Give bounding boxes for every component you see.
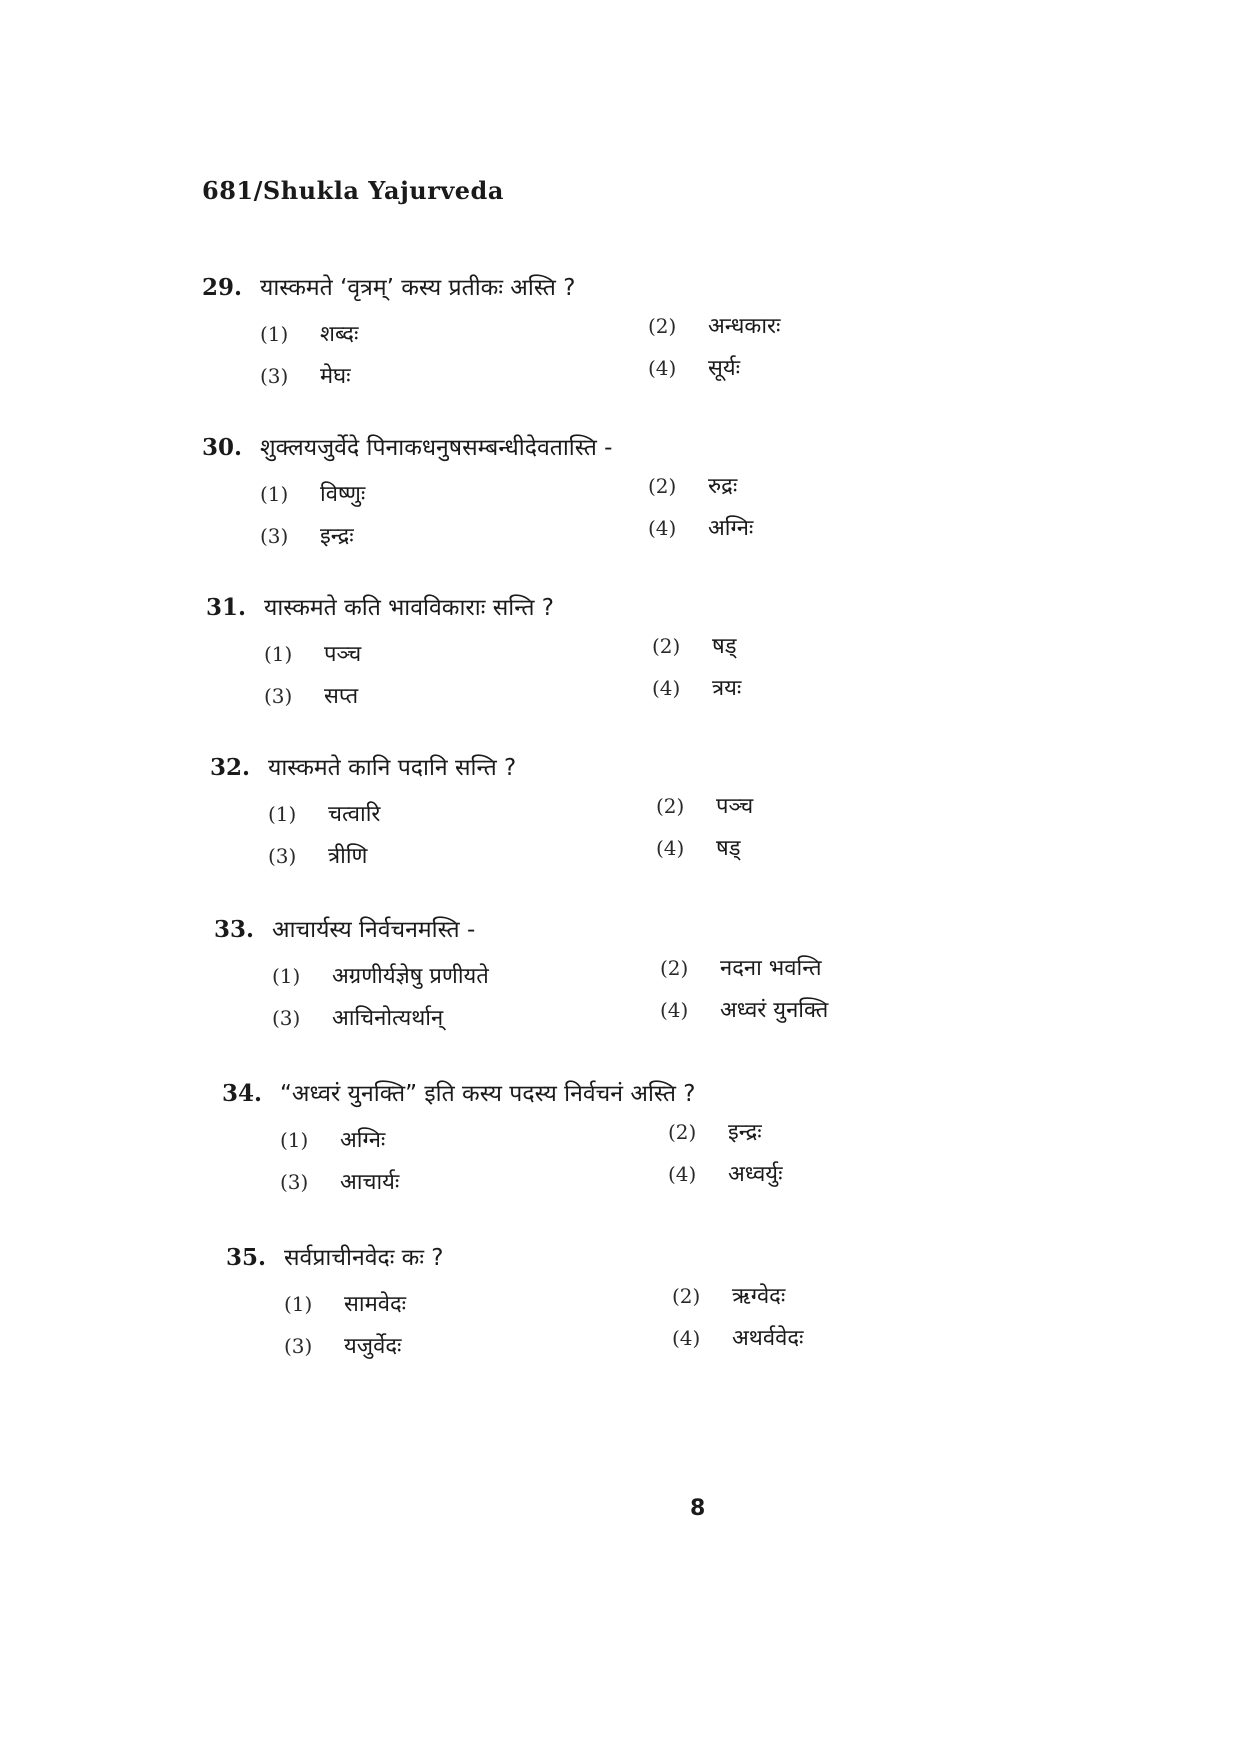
option-4 xyxy=(656,832,741,862)
question-34 xyxy=(222,1076,982,1208)
page-number: 8 xyxy=(690,1496,706,1521)
question-33 xyxy=(214,912,974,1044)
option-4 xyxy=(652,672,741,702)
question-number: 32. xyxy=(210,754,251,781)
option-number: (2) xyxy=(648,314,677,338)
option-3 xyxy=(260,520,354,550)
option-text: सप्त xyxy=(324,684,359,709)
option-3 xyxy=(260,360,351,390)
option-text: ऋग्वेदः xyxy=(732,1284,786,1309)
option-text: आचिनोत्यर्थान् xyxy=(332,1006,444,1031)
option-2 xyxy=(660,952,822,982)
question-number: 34. xyxy=(222,1080,263,1107)
option-text: अग्निः xyxy=(708,516,754,541)
question-32 xyxy=(210,750,970,882)
option-text: षड् xyxy=(716,836,741,861)
options-grid xyxy=(202,310,962,402)
option-number: (4) xyxy=(668,1162,697,1186)
option-3 xyxy=(272,1002,443,1032)
option-2 xyxy=(648,310,780,340)
option-1 xyxy=(284,1288,406,1318)
option-text: अध्वरं युनक्ति xyxy=(720,998,829,1023)
option-text: पञ्च xyxy=(716,794,754,819)
question-31 xyxy=(206,590,966,722)
question-number: 29. xyxy=(202,274,243,301)
option-number: (2) xyxy=(672,1284,701,1308)
option-number: (3) xyxy=(284,1334,313,1358)
option-number: (2) xyxy=(660,956,689,980)
option-number: (4) xyxy=(656,836,685,860)
option-number: (3) xyxy=(272,1006,301,1030)
question-30 xyxy=(202,430,962,562)
option-number: (4) xyxy=(648,356,677,380)
option-2 xyxy=(668,1116,762,1146)
question-number: 30. xyxy=(202,434,243,461)
option-3 xyxy=(284,1330,401,1360)
option-number: (1) xyxy=(260,322,289,346)
option-1 xyxy=(280,1124,385,1154)
option-number: (2) xyxy=(668,1120,697,1144)
option-text: नदना भवन्ति xyxy=(720,956,822,981)
question-text: यास्कमते कति भावविकाराः सन्ति ? xyxy=(264,595,554,621)
option-4 xyxy=(668,1158,783,1188)
option-text: सूर्यः xyxy=(708,356,741,381)
options-grid xyxy=(214,952,974,1044)
option-number: (2) xyxy=(652,634,681,658)
option-4 xyxy=(648,512,753,542)
option-2 xyxy=(652,630,737,660)
question-text: यास्कमते ‘वृत्रम्’ कस्य प्रतीकः अस्ति ? xyxy=(260,275,576,301)
option-text: अन्धकारः xyxy=(708,314,781,339)
option-3 xyxy=(264,680,358,710)
options-grid xyxy=(202,470,962,562)
question-text: शुक्लयजुर्वेदे पिनाकधनुषसम्बन्धीदेवतास्ति - xyxy=(260,435,613,461)
option-4 xyxy=(672,1322,803,1352)
option-text: पञ्च xyxy=(324,642,362,667)
option-text: यजुर्वेदः xyxy=(344,1334,402,1359)
question-text: आचार्यस्य निर्वचनमस्ति - xyxy=(272,917,476,943)
option-text: अग्रणीर्यज्ञेषु प्रणीयते xyxy=(332,964,489,989)
option-number: (1) xyxy=(264,642,293,666)
option-number: (3) xyxy=(280,1170,309,1194)
options-grid xyxy=(222,1116,982,1208)
option-text: मेघः xyxy=(320,364,351,389)
options-grid xyxy=(226,1280,986,1372)
option-number: (4) xyxy=(672,1326,701,1350)
option-text: अग्निः xyxy=(340,1128,386,1153)
options-grid xyxy=(210,790,970,882)
option-number: (4) xyxy=(660,998,689,1022)
option-2 xyxy=(656,790,753,820)
option-text: इन्द्रः xyxy=(320,524,354,549)
question-number: 33. xyxy=(214,916,255,943)
option-text: रुद्रः xyxy=(708,474,738,499)
option-1 xyxy=(268,798,380,828)
option-text: इन्द्रः xyxy=(728,1120,762,1145)
option-number: (3) xyxy=(260,364,289,388)
option-4 xyxy=(660,994,828,1024)
option-number: (1) xyxy=(260,482,289,506)
option-1 xyxy=(264,638,361,668)
option-number: (3) xyxy=(268,844,297,868)
option-number: (3) xyxy=(260,524,289,548)
question-29 xyxy=(202,270,962,402)
option-2 xyxy=(672,1280,785,1310)
option-number: (1) xyxy=(272,964,301,988)
option-4 xyxy=(648,352,740,382)
option-text: सामवेदः xyxy=(344,1292,407,1317)
option-text: त्रयः xyxy=(712,676,742,701)
option-text: आचार्यः xyxy=(340,1170,400,1195)
options-grid xyxy=(206,630,966,722)
option-number: (2) xyxy=(648,474,677,498)
option-number: (2) xyxy=(656,794,685,818)
question-number: 31. xyxy=(206,594,247,621)
option-number: (1) xyxy=(280,1128,309,1152)
option-1 xyxy=(260,478,365,508)
option-text: विष्णुः xyxy=(320,482,366,507)
option-text: चत्वारि xyxy=(328,802,381,827)
option-number: (1) xyxy=(284,1292,313,1316)
option-number: (1) xyxy=(268,802,297,826)
option-number: (4) xyxy=(652,676,681,700)
option-2 xyxy=(648,470,737,500)
question-text: “अध्वरं युनक्ति” इति कस्य पदस्य निर्वचनं अस्ति ? xyxy=(280,1081,696,1107)
option-1 xyxy=(272,960,489,990)
option-number: (3) xyxy=(264,684,293,708)
option-3 xyxy=(268,840,367,870)
option-number: (4) xyxy=(648,516,677,540)
option-text: अध्वर्युः xyxy=(728,1162,783,1187)
option-3 xyxy=(280,1166,399,1196)
question-35 xyxy=(226,1240,986,1372)
option-text: शब्दः xyxy=(320,322,359,347)
paper-code-header: 681/Shukla Yajurveda xyxy=(202,176,504,205)
question-number: 35. xyxy=(226,1244,267,1271)
option-1 xyxy=(260,318,358,348)
question-text: यास्कमते कानि पदानि सन्ति ? xyxy=(268,755,517,781)
question-text: सर्वप्राचीनवेदः कः ? xyxy=(284,1245,444,1271)
option-text: त्रीणि xyxy=(328,844,368,869)
option-text: अथर्ववेदः xyxy=(732,1326,804,1351)
option-text: षड् xyxy=(712,634,737,659)
